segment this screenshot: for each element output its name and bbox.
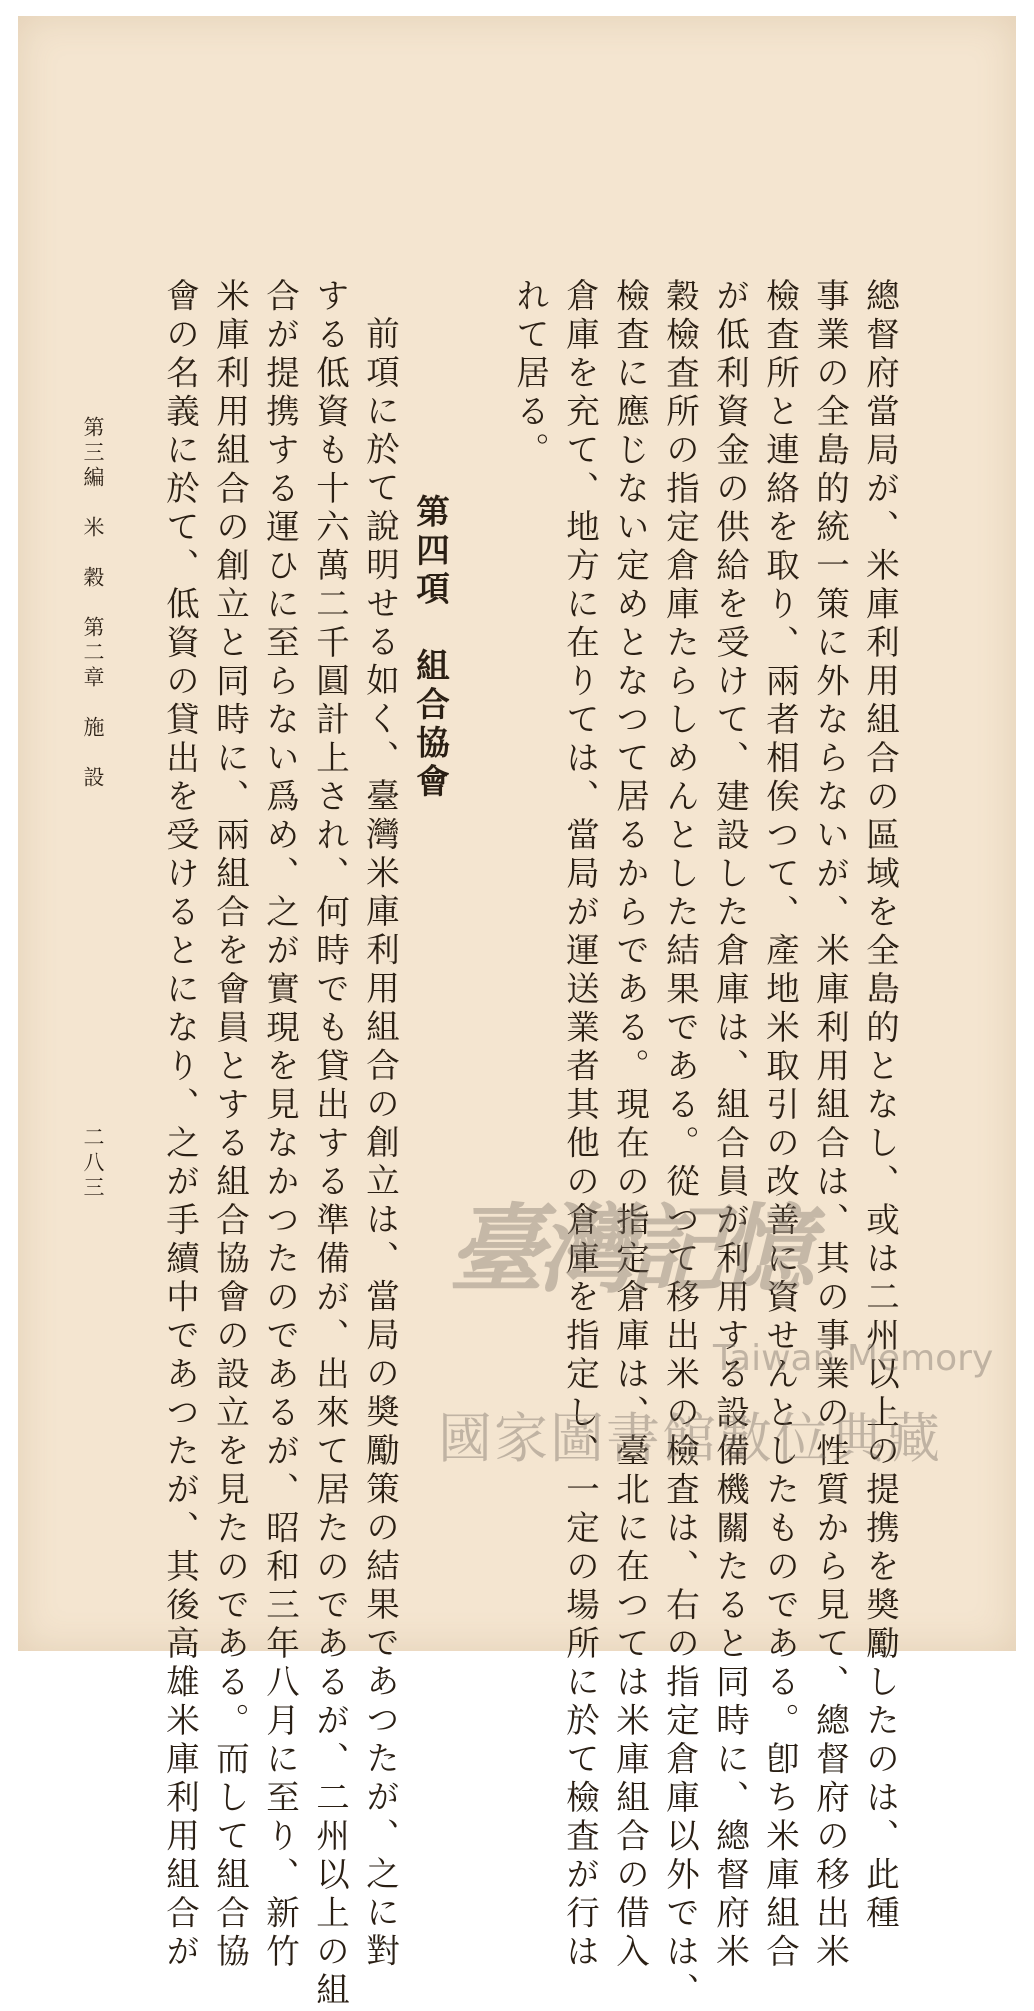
text-column: が低利資金の供給を受けて、建設した倉庫は、組合員が利用する設備機關たると同時に、總督府米 [710,278,750,1972]
text-column: 穀檢査所の指定倉庫たらしめんとした結果である。從つて移出米の檢査は、右の指定倉庫以外では、 [660,278,700,2011]
text-column: 事業の全島的統一策に外ならないが、米庫利用組合は、其の事業の性質から見て、總督府の移出米 [810,278,850,1972]
watermark-institution: 國家圖書館數位典藏 [438,1407,942,1470]
text-column: 檢査に應じない定めとなつて居るからである。現在の指定倉庫は、臺北に在つては米庫組合の借入 [610,278,650,1972]
section-heading: 第四項 組合協會 [410,494,450,802]
text-column: 會の名義に於て、低資の貸出を受けるとになり、之が手續中であつたが、其後高雄米庫利用組合が [160,278,200,1972]
running-head: 第三編 米 穀 第二章 施 設 [81,416,105,791]
text-column: する低資も十六萬二千圓計上され、何時でも貸出する準備が、出來て居たのであるが、二州以上の組 [310,278,350,2011]
text-column: 倉庫を充て、地方に在りては、當局が運送業者其他の倉庫を指定し、一定の場所に於て檢査が行は [560,278,600,1972]
document-page [18,16,1016,2011]
watermark-latin: Taiwan Memory [713,1338,994,1379]
text-column: 合が提携する運ひに至らない爲め、之が實現を見なかつたのであるが、昭和三年八月に至り、新竹 [260,278,300,1972]
watermark-script: 臺灣記憶 [448,1193,808,1306]
text-column: 前項に於て說明せる如く、臺灣米庫利用組合の創立は、當局の奬勵策の結果であつたが、之に對 [360,316,400,1972]
page-number: 二八三 [81,1126,105,1201]
text-column: 檢査所と連絡を取り、兩者相俟つて、產地米取引の改善に資せんとしたものである。卽ち米庫組合 [760,278,800,1972]
text-column: 米庫利用組合の創立と同時に、兩組合を會員とする組合協會の設立を見たのである。而して組合協 [210,278,250,1972]
text-column: れて居る。 [510,278,550,471]
text-column: 總督府當局が、米庫利用組合の區域を全島的となし、或は二州以上の提携を奬勵したのは、此種 [860,278,900,1934]
